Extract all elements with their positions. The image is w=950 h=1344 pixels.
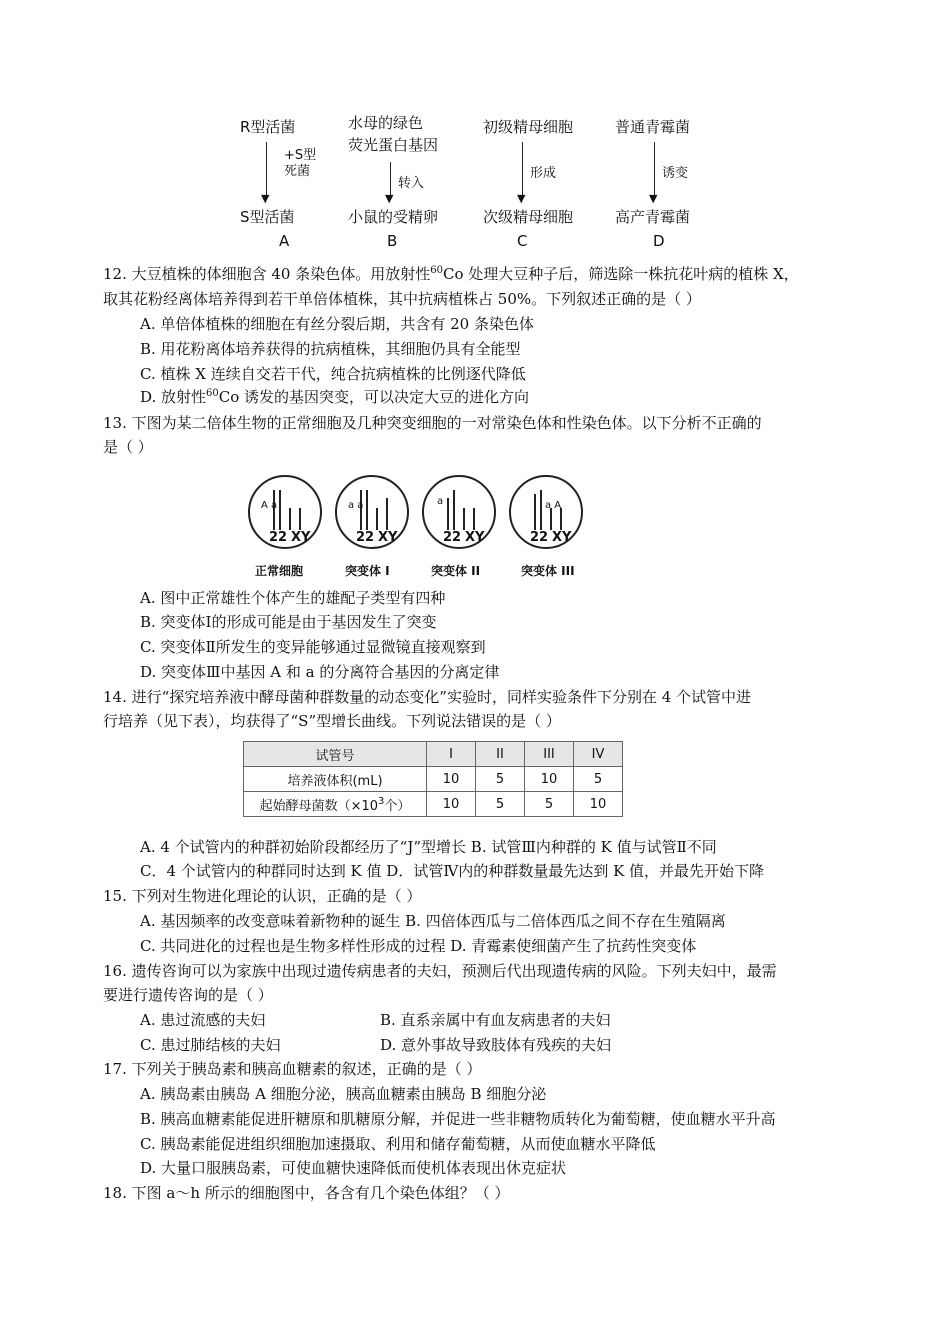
fig-b-top2: 荧光蛋白基因 [348,136,439,154]
table-cell: 10 [574,792,623,817]
q13-figure [245,470,595,580]
table-cell: 10 [525,767,574,792]
q13-stem-line1: 13. 下图为某二倍体生物的正常细胞及几种突变细胞的一对常染色体和性染色体。以下分析不正确的 [103,414,762,432]
q13-stem-line2: 是（ ） [103,438,153,456]
q17-option-c: C. 胰岛素能促进组织细胞加速摄取、利用和储存葡萄糖，从而使血糖水平降低 [140,1135,656,1153]
fig-c-bottom: 次级精母细胞 [483,208,574,226]
arrow-down-icon: ▼ [261,192,270,205]
q13-option-b: B. 突变体Ⅰ的形成可能是由于基因发生了突变 [140,613,437,631]
fig-c-arrow [522,142,523,198]
cell-2-label: 突变体 II [431,564,481,578]
q16-stem-line1: 16. 遗传咨询可以为家族中出现过遗传病患者的夫妇，预测后代出现遗传病的风险。下列夫妇中，最需 [103,962,777,980]
cell-0-label: 正常细胞 [255,564,304,578]
cell-3-sex: XY [552,530,572,545]
q16-stem-line2: 要进行遗传咨询的是（ ） [103,986,273,1004]
q15-options-ab: A. 基因频率的改变意味着新物种的诞生 B. 四倍体西瓜与二倍体西瓜之间不存在生殖隔离 [140,912,726,930]
table-header-cell: 试管号 [244,742,427,767]
q14-stem-line2: 行培养（见下表），均获得了“S”型增长曲线。下列说法错误的是（ ） [103,712,561,730]
table-cell: 10 [427,792,476,817]
table-header-cell: I [427,742,476,767]
cell-0-sex: XY [291,530,311,545]
cell-0-num: 22 [269,530,288,545]
table-row [244,792,623,817]
arrow-down-icon: ▼ [385,192,394,205]
table-cell: 培养液体积(mL) [244,767,427,792]
fig-c-arrow-label: 形成 [530,166,557,181]
q16-option-c: C. 患过肺结核的夫妇 [140,1036,281,1054]
q17-option-a: A. 胰岛素由胰岛 A 细胞分泌，胰高血糖素由胰岛 B 细胞分泌 [140,1085,547,1103]
cell-2-gene: a [437,496,444,507]
table-row [244,767,623,792]
fig-c-letter: C [517,232,528,250]
q16-option-d: D. 意外事故导致肢体有残疾的夫妇 [380,1036,612,1054]
table-header-row [244,742,623,767]
q12-stem-line1: 12. 大豆植株的体细胞含 40 条染色体。用放射性$^{60}$Co 处理大豆种子后，筛选除一株抗花叶病的植株 X， [103,265,799,283]
q15-stem: 15. 下列对生物进化理论的认识，正确的是（ ） [103,887,422,905]
fig-b-top1: 水母的绿色 [348,114,424,132]
q12-option-d: D. 放射性$^{60}$Co 诱发的基因突变，可以决定大豆的进化方向 [140,388,530,406]
fig-a-arrow-label1: +S型 [284,148,317,163]
cell-3-gene: a A [545,500,562,511]
table-cell: 5 [574,767,623,792]
cell-1-sex: XY [378,530,398,545]
table-cell: 5 [476,767,525,792]
q13-option-c: C. 突变体Ⅱ所发生的变异能够通过显微镜直接观察到 [140,638,486,656]
q12-option-b: B. 用花粉离体培养获得的抗病植株，其细胞仍具有全能型 [140,340,521,358]
q17-stem: 17. 下列关于胰岛素和胰高血糖素的叙述，正确的是（ ） [103,1060,482,1078]
q16-option-b: B. 直系亲属中有血友病患者的夫妇 [380,1011,611,1029]
fig-b-letter: B [387,232,398,250]
q14-options-ab: A. 4 个试管内的种群初始阶段都经历了“J”型增长 B. 试管Ⅲ内种群的 K 值与试管Ⅱ不同 [140,838,717,856]
fig-a-bottom: S型活菌 [240,208,295,226]
cell-2-num: 22 [443,530,462,545]
q13-option-d: D. 突变体Ⅲ中基因 A 和 a 的分离符合基因的分离定律 [140,663,500,681]
q14-stem-line1: 14. 进行“探究培养液中酵母菌种群数量的动态变化”实验时，同样实验条件下分别在 4 个试管中进 [103,688,752,706]
table-cell: 起始酵母菌数（$\times 10^3$个） [244,792,427,817]
q14-table [243,741,623,817]
fig-d-bottom: 高产青霉菌 [615,208,691,226]
q12-option-c: C. 植株 X 连续自交若干代，纯合抗病植株的比例逐代降低 [140,365,526,383]
fig-a-top: R型活菌 [240,118,296,136]
fig-b-bottom: 小鼠的受精卵 [348,208,439,226]
table-header-cell: II [476,742,525,767]
fig-a-arrow [266,142,267,198]
cell-3-label: 突变体 III [521,564,575,578]
q17-option-b: B. 胰高血糖素能促进肝糖原和肌糖原分解，并促进一些非糖物质转化为葡萄糖，使血糖水平升高 [140,1110,776,1128]
table-header-cell: IV [574,742,623,767]
q18-stem: 18. 下图 a～h 所示的细胞图中，各含有几个染色体组？（ ） [103,1184,510,1202]
arrow-down-icon: ▼ [517,192,526,205]
q12-option-a: A. 单倍体植株的细胞在有丝分裂后期，共含有 20 条染色体 [140,315,534,333]
fig-d-arrow [654,142,655,198]
fig-b-arrow-label: 转入 [398,176,425,191]
q17-option-d: D. 大量口服胰岛素，可使血糖快速降低而使机体表现出休克症状 [140,1159,567,1177]
q11-figure [230,108,730,258]
arrow-down-icon: ▼ [649,192,658,205]
fig-d-letter: D [653,232,665,250]
q12-stem-line2: 取其花粉经离体培养得到若干单倍体植株，其中抗病植株占 50%。下列叙述正确的是（ ） [103,290,701,308]
fig-d-arrow-label: 诱变 [662,166,689,181]
cell-0-gene: A a [261,500,278,511]
cell-1-gene: a a [348,500,364,511]
table-cell: 5 [525,792,574,817]
fig-d-top: 普通青霉菌 [615,118,691,136]
cell-3-num: 22 [530,530,549,545]
q13-option-a: A. 图中正常雄性个体产生的雄配子类型有四种 [140,589,446,607]
table-cell: 5 [476,792,525,817]
fig-c-top: 初级精母细胞 [483,118,574,136]
table-cell: 10 [427,767,476,792]
cell-1-num: 22 [356,530,375,545]
fig-a-letter: A [279,232,290,250]
q14-options-cd: C．4 个试管内的种群同时达到 K 值 D．试管Ⅳ内的种群数量最先达到 K 值，并最先开始下降 [140,862,765,880]
cell-2-sex: XY [465,530,485,545]
table-header-cell: III [525,742,574,767]
fig-a-arrow-label2: 死菌 [284,164,311,179]
cell-1-label: 突变体 I [345,564,390,578]
q16-option-a: A. 患过流感的夫妇 [140,1011,266,1029]
q15-options-cd: C. 共同进化的过程也是生物多样性形成的过程 D. 青霉素使细菌产生了抗药性突变体 [140,937,697,955]
